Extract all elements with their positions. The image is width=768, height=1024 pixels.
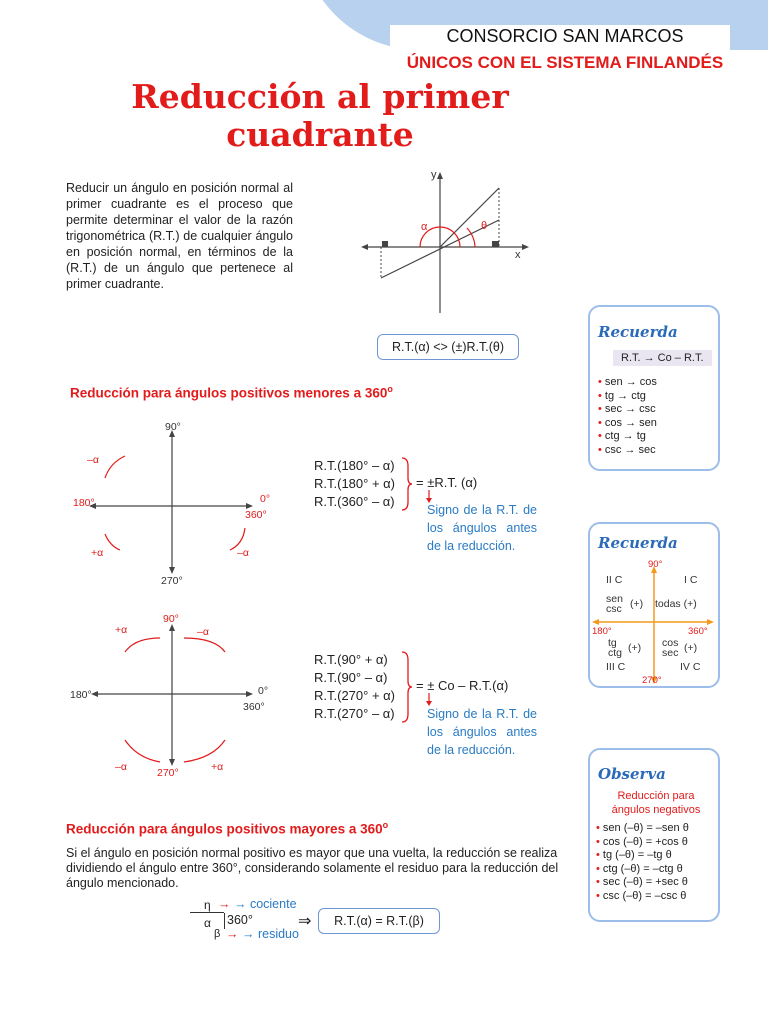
negative-angle-list — [596, 822, 689, 903]
observa-title: Observa — [598, 765, 666, 783]
list-item: • cos (–θ) = +cos θ — [596, 835, 688, 848]
list-item: • csc → sec — [598, 443, 656, 456]
list-item: • tg → ctg — [598, 389, 646, 402]
d2-right360-label: 360° — [243, 701, 265, 713]
axes-diagram-1 — [65, 418, 290, 588]
d2-bl-label: –α — [115, 761, 127, 773]
intro-paragraph: Reducir un ángulo en posición normal al primer cuadrante es el proceso que permite determinar el valor de la razón trigonométrica (R.T.) de cualquier ángulo en posición normal, en términos de la (R.T.) de un ángulo que pertenece al primer cuadrante. — [66, 181, 293, 291]
d1-tl-label: –α — [87, 454, 99, 466]
g1-line: R.T.(360° – α) — [314, 494, 395, 509]
alpha-symbol: α — [204, 916, 211, 930]
residuo-label: → → residuo — [226, 927, 299, 941]
list-item: • ctg (–θ) = –ctg θ — [596, 862, 683, 875]
beta-symbol: β — [214, 928, 221, 940]
q-top-label: 90° — [648, 559, 663, 570]
axes-diagram-2 — [65, 610, 290, 780]
d2-tr-label: –α — [197, 626, 209, 638]
svg-text:sen: sen — [606, 593, 623, 605]
alpha-label: α — [421, 221, 428, 233]
d2-bottom-label: 270° — [157, 767, 179, 779]
d1-left-label: 180° — [73, 497, 95, 509]
co-rt-pill: R.T. → Co – R.T. — [613, 350, 712, 366]
list-item: • ctg → tg — [598, 430, 646, 442]
d2-br-label: +α — [211, 761, 224, 773]
title-line-2: cuadrante — [226, 115, 414, 154]
d1-top-label: 90° — [165, 421, 181, 433]
g2-line: R.T.(270° – α) — [314, 706, 395, 721]
x-axis-label: x — [515, 249, 521, 261]
d2-top-label: 90° — [163, 613, 179, 625]
observa-box — [588, 748, 720, 922]
page-title — [110, 78, 530, 154]
list-item: • sec (–θ) = +sec θ — [596, 876, 688, 888]
d2-left-label: 180° — [70, 689, 92, 701]
list-item: • csc (–θ) = –csc θ — [596, 889, 687, 902]
svg-text:tg: tg — [608, 637, 617, 649]
q2-label: II C — [606, 574, 623, 586]
divisor: 360° — [227, 913, 253, 927]
brace-2 — [400, 650, 414, 724]
observa-subtitle: Reducción para ángulos negativos — [611, 790, 701, 816]
division-scheme — [160, 896, 310, 946]
list-item: • sen (–θ) = –sen θ — [596, 822, 689, 834]
svg-text:sec: sec — [662, 647, 679, 659]
svg-text:(+): (+) — [684, 642, 698, 654]
brace-1 — [400, 456, 414, 512]
g2-line: R.T.(270° + α) — [314, 688, 395, 703]
q3-label: III C — [606, 661, 626, 673]
section1-heading: Reducción para ángulos positivos menores a 360$^o$ — [70, 384, 393, 401]
g2-line: R.T.(90° – α) — [314, 670, 388, 685]
brand-slogan: ÚNICOS CON EL SISTEMA FINLANDÉS — [406, 53, 724, 72]
reference-angle-diagram — [355, 168, 535, 318]
section2-paragraph: Si el ángulo en posición normal positivo es mayor que una vuelta, la reducción se realiza dividiendo el ángulo entre 360°, considerando solamente el residuo para la reducción del ángulo mencionado. — [66, 846, 559, 890]
svg-text:(+): (+) — [630, 598, 644, 610]
d2-tl-label: +α — [115, 624, 128, 636]
group2-lines — [314, 651, 395, 723]
eta-symbol: η — [204, 898, 211, 912]
g1-line: R.T.(180° + α) — [314, 476, 395, 491]
d1-bl-label: +α — [91, 547, 104, 559]
group1-lines — [314, 457, 395, 511]
q1-label: I C — [684, 574, 698, 586]
d1-bottom-label: 270° — [161, 575, 183, 587]
list-item: • cos → sen — [598, 416, 657, 429]
group1-result: = ±R.T. (α) — [416, 475, 478, 490]
q-left-label: 180° — [592, 626, 612, 637]
svg-text:todas (+): todas (+) — [655, 598, 697, 610]
sign-note-1: Signo de la R.T. de los ángulos antes de la reducción. — [427, 503, 537, 553]
cofunction-list — [598, 376, 657, 457]
svg-text:csc: csc — [606, 603, 622, 615]
section2-heading: Reducción para ángulos positivos mayores a 360$^o$ — [66, 820, 389, 837]
group2-result: = ± Co – R.T.(α) — [416, 678, 509, 693]
q-right-label: 360° — [688, 626, 708, 637]
implies-icon: ⇒ — [298, 913, 312, 930]
sign-note-2: Signo de la R.T. de los ángulos antes de la reducción. — [427, 707, 537, 757]
svg-text:ctg: ctg — [608, 647, 623, 659]
g2-line: R.T.(90° + α) — [314, 652, 388, 667]
recuerda-title-2: Recuerda — [598, 534, 678, 552]
q4-label: IV C — [680, 661, 701, 673]
recuerda-title-1: Recuerda — [598, 323, 678, 341]
main-formula: R.T.(α) <> (±)R.T.(θ) — [377, 334, 519, 360]
q-bottom-label: 270° — [642, 675, 662, 686]
d1-br-label: –α — [237, 547, 249, 559]
g1-line: R.T.(180° – α) — [314, 458, 395, 473]
recuerda-box-1 — [588, 305, 720, 471]
brand-name: CONSORCIO SAN MARCOS — [446, 26, 684, 46]
list-item: • sen → cos — [598, 376, 657, 388]
theta-label: θ — [481, 220, 488, 232]
section2-result: R.T.(α) = R.T.(β) — [318, 908, 440, 934]
list-item: • tg (–θ) = –tg θ — [596, 849, 672, 861]
list-item: • sec → csc — [598, 403, 656, 415]
quadrant-signs-diagram — [590, 558, 716, 688]
d2-right0-label: 0° — [258, 685, 269, 697]
cociente-label: → → cociente — [218, 897, 297, 911]
y-axis-label: y — [431, 169, 437, 181]
svg-text:(+): (+) — [628, 642, 642, 654]
d1-right360-label: 360° — [245, 509, 267, 521]
svg-text:cos: cos — [662, 637, 679, 649]
d1-right0-label: 0° — [260, 493, 271, 505]
title-line-1: Reducción al primer — [131, 77, 509, 116]
